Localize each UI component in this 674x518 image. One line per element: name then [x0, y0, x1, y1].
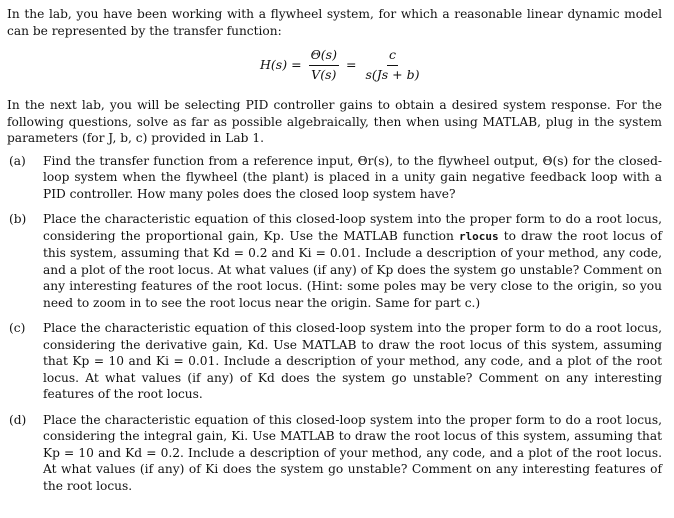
transfer-function-equation: [7, 39, 662, 97]
equals-sign: =: [345, 56, 357, 72]
question-b: [9, 211, 662, 311]
instructions-paragraph: In the next lab, you will be selecting PID controller gains to obtain a desired system response. For the following questions, solve as far as possible algebraically, then when using MATLAB, plug in the system parameters (for J, b, c) provided in Lab 1.: [7, 98, 662, 145]
fraction-denominator: V(s): [311, 66, 337, 82]
question-label: (c): [9, 321, 26, 335]
question-text: Find the transfer function from a reference input, Θr(s), to the flywheel output, Θ(s) for the closed-loop system when the flywheel (the plant) is placed in a unity gain negative feedback loop with a PID controller. How many poles does the closed loop system have?: [43, 153, 662, 201]
intro-paragraph: In the lab, you have been working with a flywheel system, for which a reasonable linear dynamic model can be represented by the transfer function:: [7, 7, 662, 38]
fraction-theta-over-v: [309, 47, 339, 83]
matlab-function-name: rlocus: [458, 229, 499, 243]
question-d: [9, 412, 662, 495]
question-a: [9, 153, 662, 203]
question-text-part-2: to draw the root locus of this system, assuming that Kd = 0.2 and Ki = 0.01. Include a description of your method, any code, and a plot of the root locus. At what values (if any) of Kp does the system go unstable? Comment on any interesting features of the root locus. (Hint: some poles may be very close to the origin, so you need to zoom in to see the root locus near the origin. Same for part c.): [43, 228, 662, 310]
fraction-numerator: Θ(s): [309, 47, 339, 66]
question-label: (d): [9, 412, 27, 427]
equation-lhs: H(s): [260, 56, 288, 72]
question-c: [9, 320, 662, 403]
question-label: (b): [9, 212, 27, 226]
question-label: (a): [9, 153, 26, 168]
question-text: Place the characteristic equation of this closed-loop system into the proper form to do a root locus, considering the derivative gain, Kd. Use MATLAB to draw the root locus of this system, assuming that Kp = 10 and Ki = 0.01. Include a description of your method, any code, and a plot of the root locus. At what values (if any) of Kd does the system go unstable? Comment on any interesting features of the root locus.: [43, 321, 662, 401]
question-text: [43, 211, 662, 311]
equals-sign: =: [291, 56, 302, 72]
question-text: Place the characteristic equation of this closed-loop system into the proper form to do a root locus, considering the integral gain, Ki. Use MATLAB to draw the root locus of this system, assuming that Kp = 10 and Kd = 0.2. Include a description of your method, any code, and a plot of the root locus. At what values (if any) of Ki does the system go unstable? Comment on any interesting features of the root locus.: [43, 412, 662, 493]
equation-row: [260, 47, 425, 83]
fraction-c-over-s: [363, 47, 421, 83]
fraction-denominator: s(Js + b): [365, 66, 420, 82]
question-text-part-1: Place the characteristic equation of this closed-loop system into the proper form to do a root locus, considering the proportional gain, Kp. Use the MATLAB function: [43, 212, 662, 243]
fraction-numerator: c: [387, 47, 398, 66]
